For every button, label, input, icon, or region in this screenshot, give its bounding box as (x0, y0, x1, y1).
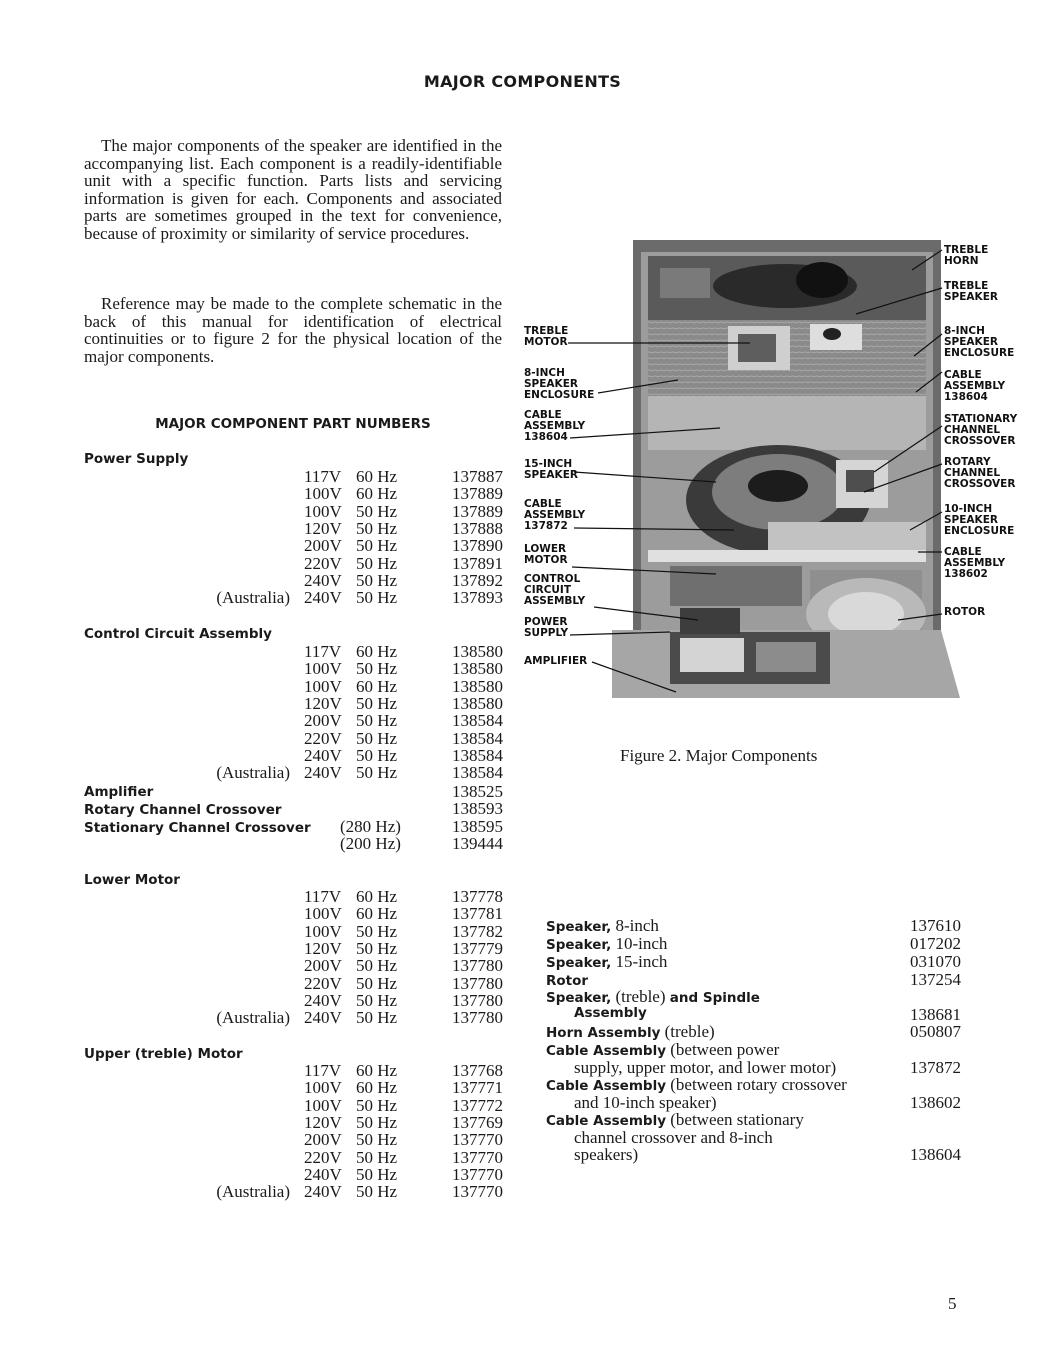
part-entry-detail: 15-inch (611, 952, 668, 971)
figure-label-cable-138602: CABLE ASSEMBLY 138602 (944, 546, 1006, 580)
part-number: 137892 (452, 570, 503, 590)
part-entry-name: Horn Assembly (546, 1025, 661, 1041)
voltage: 220V (304, 1147, 342, 1167)
part-row (0, 1148, 503, 1166)
part-entry-number: 137254 (910, 970, 961, 989)
amplifier-label: Amplifier (84, 784, 154, 800)
part-entry-name: Cable Assembly (546, 1113, 666, 1129)
figure-label-10-inch-enclosure: 10-INCH SPEAKER ENCLOSURE (944, 503, 1015, 537)
part-row (0, 763, 503, 781)
part-entry-number: 017202 (910, 934, 961, 953)
frequency: 50 Hz (356, 553, 398, 573)
part-row (0, 502, 503, 520)
voltage: 100V (304, 484, 342, 504)
part-entry-number: 138681 (910, 1004, 961, 1024)
frequency: 50 Hz (356, 956, 398, 976)
part-entry-detail: (between power (666, 1040, 780, 1059)
part-entry-detail: 10-inch (611, 934, 668, 953)
part-entry-continuation-text: and 10-inch speaker) (574, 1092, 717, 1112)
voltage: 120V (304, 693, 342, 713)
region-note: (Australia) (216, 1008, 290, 1028)
part-row (0, 677, 503, 695)
intro-paragraph-2: Reference may be made to the complete schematic in the back of this manual for identification of electrical continuities or to figure 2 for the physical location of the major components. (84, 294, 502, 366)
part-entry-name: Speaker, (546, 919, 612, 935)
frequency: 60 Hz (356, 467, 398, 486)
frequency: 60 Hz (356, 904, 398, 924)
part-entry-name: Speaker, (546, 955, 612, 971)
stationary-crossover-label: Stationary Channel Crossover (84, 820, 311, 836)
frequency: 50 Hz (356, 1130, 398, 1150)
voltage: 200V (304, 536, 342, 556)
voltage: 240V (304, 745, 342, 765)
figure-label-stationary-crossover: STATIONARY CHANNEL CROSSOVER (944, 413, 1018, 447)
part-entry-number: 137872 (910, 1057, 961, 1077)
voltage: 120V (304, 938, 342, 958)
group-heading: Lower Motor (84, 872, 180, 888)
figure-label-8-inch-enclosure-right: 8-INCH SPEAKER ENCLOSURE (944, 325, 1015, 359)
part-number: 137768 (452, 1061, 503, 1080)
part-number: 138584 (452, 728, 503, 748)
frequency: 50 Hz (356, 763, 398, 783)
frequency: 50 Hz (356, 728, 398, 748)
part-number: 138584 (452, 711, 503, 731)
part-number: 138584 (452, 763, 503, 783)
part-entry-detail: (between rotary crossover (666, 1075, 847, 1094)
figure-label-cable-137872: CABLE ASSEMBLY 137872 (524, 498, 586, 532)
amplifier-part-number: 138525 (452, 782, 503, 801)
frequency: 50 Hz (356, 1095, 398, 1115)
frequency: 50 Hz (356, 921, 398, 941)
part-entry-name: Rotor (546, 973, 589, 989)
part-row (0, 467, 503, 485)
frequency: 60 Hz (356, 676, 398, 696)
figure-label-lower-motor: LOWER MOTOR (524, 543, 568, 566)
figure-label-cable-138604-left: CABLE ASSEMBLY 138604 (524, 409, 586, 443)
part-number: 137780 (452, 990, 503, 1010)
part-row (0, 659, 503, 677)
frequency: 60 Hz (356, 1061, 398, 1080)
voltage: 117V (304, 467, 342, 486)
part-number: 137889 (452, 484, 503, 504)
voltage: 240V (304, 1008, 342, 1028)
part-entry-name-cont: and Spindle (669, 990, 760, 1006)
part-number: 137770 (452, 1164, 503, 1184)
voltage: 117V (304, 642, 342, 661)
part-number: 137769 (452, 1112, 503, 1132)
figure-label-15-inch-speaker: 15-INCH SPEAKER (524, 458, 578, 481)
part-entry-continuation-text: Assembly (574, 1004, 647, 1021)
part-entry-detail: (treble) (660, 1022, 715, 1041)
frequency: 50 Hz (356, 659, 398, 679)
voltage: 200V (304, 1130, 342, 1150)
part-entry-number: 138604 (910, 1145, 961, 1164)
voltage: 220V (304, 973, 342, 993)
part-entry-name: Cable Assembly (546, 1078, 666, 1094)
part-number: 137770 (452, 1147, 503, 1167)
part-row (0, 642, 503, 660)
part-number: 138580 (452, 676, 503, 696)
voltage: 100V (304, 1078, 342, 1098)
part-entry-continuation-text: supply, upper motor, and lower motor) (574, 1057, 837, 1077)
part-number: 137891 (452, 553, 503, 573)
part-entry-continuation-text: speakers) (574, 1145, 639, 1164)
frequency: 50 Hz (356, 938, 398, 958)
figure-label-treble-motor: TREBLE MOTOR (524, 325, 569, 348)
frequency: 50 Hz (356, 711, 398, 731)
voltage: 200V (304, 956, 342, 976)
part-entry-number: 137610 (910, 916, 961, 935)
part-number: 137888 (452, 518, 503, 538)
voltage: 100V (304, 659, 342, 679)
part-number: 137780 (452, 973, 503, 993)
figure-label-treble-speaker: TREBLE SPEAKER (944, 280, 998, 303)
part-row (0, 694, 503, 712)
region-note: (Australia) (216, 588, 290, 608)
part-entry-number: 138602 (910, 1092, 961, 1112)
stationary-crossover-freq-1: (280 Hz) (340, 817, 401, 836)
figure-label-treble-horn: TREBLE HORN (944, 244, 989, 267)
frequency: 50 Hz (356, 1164, 398, 1184)
voltage: 100V (304, 501, 342, 521)
voltage: 240V (304, 1164, 342, 1184)
major-components-figure (520, 230, 1025, 705)
page-number: 5 (948, 1294, 957, 1313)
figure-label-control-circuit: CONTROL CIRCUIT ASSEMBLY (524, 573, 586, 607)
part-entry-name: Speaker, (546, 937, 612, 953)
voltage: 240V (304, 763, 342, 783)
part-row (0, 588, 503, 606)
frequency: 50 Hz (356, 693, 398, 713)
part-number: 137887 (452, 467, 503, 486)
voltage: 240V (304, 1182, 342, 1202)
rotary-crossover-part-number: 138593 (452, 799, 503, 818)
part-row (0, 729, 503, 747)
part-number: 138580 (452, 693, 503, 713)
part-row (0, 1008, 503, 1026)
voltage: 200V (304, 711, 342, 731)
part-row (0, 1165, 503, 1183)
part-entry-name: Cable Assembly (546, 1043, 666, 1059)
figure-label-amplifier: AMPLIFIER (524, 655, 588, 667)
stationary-crossover-freq-2: (200 Hz) (340, 834, 401, 853)
page-title: MAJOR COMPONENTS (423, 72, 622, 91)
part-entry-detail: (treble) (611, 987, 670, 1006)
part-row (0, 746, 503, 764)
voltage: 240V (304, 570, 342, 590)
voltage: 220V (304, 728, 342, 748)
figure-caption: Figure 2. Major Components (620, 746, 818, 765)
part-number: 138584 (452, 745, 503, 765)
frequency: 50 Hz (356, 973, 398, 993)
part-row (0, 1113, 503, 1131)
part-row (0, 711, 503, 729)
intro-paragraph-1: The major components of the speaker are identified in the accompanying list. Each component is a readily-identifiable unit with a specific function. Parts lists and servicing information is given for each. Components and associated parts are sometimes grouped in the text for convenience, because of proximity or similarity of service procedures. (84, 136, 502, 243)
frequency: 50 Hz (356, 1008, 398, 1028)
frequency: 50 Hz (356, 745, 398, 765)
frequency: 50 Hz (356, 1182, 398, 1202)
part-row (0, 939, 503, 957)
part-row (0, 536, 503, 554)
part-entry-number: 031070 (910, 952, 961, 971)
voltage: 117V (304, 1061, 342, 1080)
part-row (0, 956, 503, 974)
part-row (0, 571, 503, 589)
part-entry-name: Speaker, (546, 990, 612, 1006)
group-heading: Upper (treble) Motor (84, 1046, 243, 1062)
voltage: 120V (304, 518, 342, 538)
stationary-crossover-part-number-2: 139444 (452, 834, 503, 853)
frequency: 50 Hz (356, 518, 398, 538)
part-numbers-title: MAJOR COMPONENT PART NUMBERS (155, 416, 431, 432)
part-number: 137780 (452, 1008, 503, 1028)
frequency: 60 Hz (356, 484, 398, 504)
part-row (0, 1096, 503, 1114)
part-number: 137780 (452, 956, 503, 976)
frequency: 50 Hz (356, 588, 398, 608)
voltage: 100V (304, 676, 342, 696)
part-number: 137889 (452, 501, 503, 521)
part-row (0, 519, 503, 537)
part-number: 137890 (452, 536, 503, 556)
figure-label-rotor: ROTOR (944, 606, 986, 618)
part-row (0, 1182, 503, 1200)
frequency: 60 Hz (356, 642, 398, 661)
part-entry-detail: (between stationary (666, 1110, 804, 1129)
figure-label-8-inch-enclosure-left: 8-INCH SPEAKER ENCLOSURE (524, 367, 595, 401)
part-number: 137782 (452, 921, 503, 941)
part-row (0, 904, 503, 922)
region-note: (Australia) (216, 763, 290, 783)
frequency: 50 Hz (356, 1147, 398, 1167)
rotary-crossover-label: Rotary Channel Crossover (84, 802, 282, 818)
part-row (0, 991, 503, 1009)
frequency: 50 Hz (356, 536, 398, 556)
part-row (0, 1130, 503, 1148)
voltage: 220V (304, 553, 342, 573)
part-number: 137893 (452, 588, 503, 608)
part-row (0, 887, 503, 905)
group-heading: Control Circuit Assembly (84, 626, 272, 642)
voltage: 100V (304, 1095, 342, 1115)
voltage: 240V (304, 990, 342, 1010)
group-heading: Power Supply (84, 451, 189, 467)
voltage: 100V (304, 904, 342, 924)
frequency: 60 Hz (356, 1078, 398, 1098)
part-number: 137770 (452, 1182, 503, 1202)
part-row (0, 1078, 503, 1096)
part-entry-detail: 8-inch (611, 916, 659, 935)
frequency: 50 Hz (356, 990, 398, 1010)
part-row (0, 974, 503, 992)
voltage: 120V (304, 1112, 342, 1132)
part-number: 137770 (452, 1130, 503, 1150)
figure-label-rotary-crossover: ROTARY CHANNEL CROSSOVER (944, 456, 1016, 490)
part-number: 137779 (452, 938, 503, 958)
region-note: (Australia) (216, 1182, 290, 1202)
part-number: 138580 (452, 642, 503, 661)
part-entry-continuation-text: channel crossover and 8-inch (574, 1127, 773, 1147)
part-row (0, 554, 503, 572)
voltage: 100V (304, 921, 342, 941)
part-row (0, 484, 503, 502)
frequency: 50 Hz (356, 570, 398, 590)
part-row (0, 1061, 503, 1079)
voltage: 240V (304, 588, 342, 608)
part-number: 138580 (452, 659, 503, 679)
stationary-crossover-part-number-1: 138595 (452, 817, 503, 836)
part-entry-number: 050807 (910, 1022, 961, 1041)
frequency: 60 Hz (356, 887, 398, 906)
frequency: 50 Hz (356, 1112, 398, 1132)
part-number: 137771 (452, 1078, 503, 1098)
part-number: 137778 (452, 887, 503, 906)
part-row (0, 922, 503, 940)
voltage: 117V (304, 887, 342, 906)
part-number: 137772 (452, 1095, 503, 1115)
figure-label-cable-138604-right: CABLE ASSEMBLY 138604 (944, 369, 1006, 403)
figure-label-power-supply: POWER SUPPLY (524, 616, 569, 639)
frequency: 50 Hz (356, 501, 398, 521)
part-number: 137781 (452, 904, 503, 924)
